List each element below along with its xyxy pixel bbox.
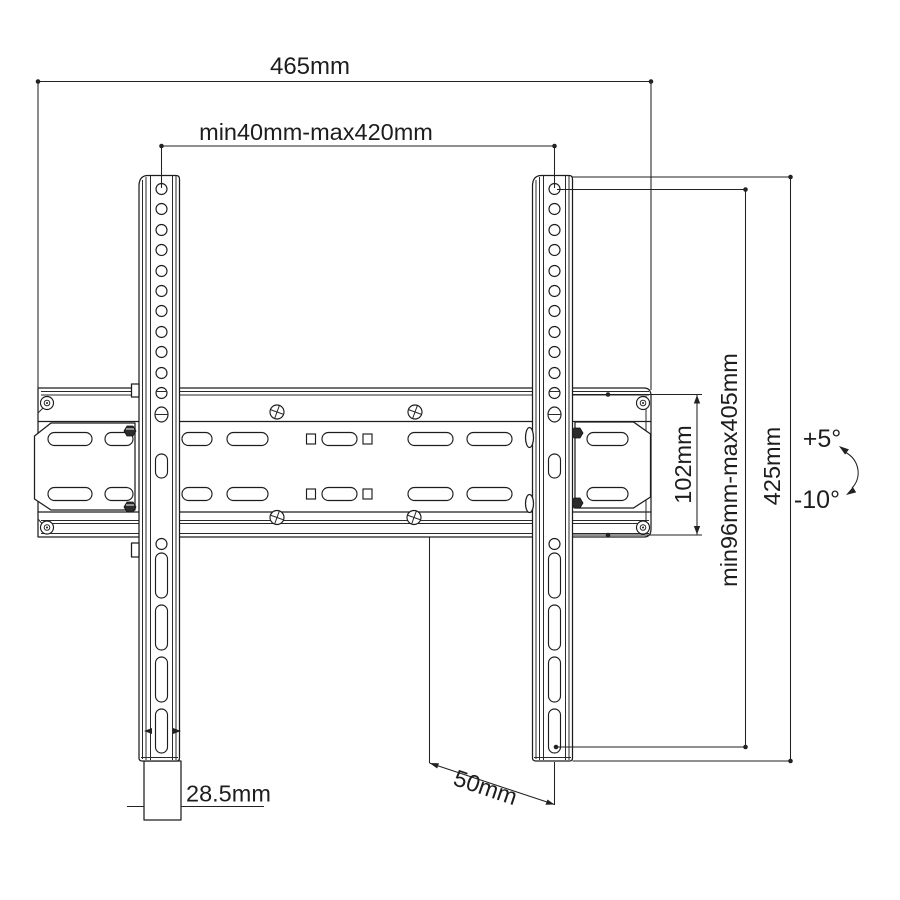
arm-tab	[132, 384, 140, 397]
dimension-horizontal-hole-range	[159, 119, 557, 188]
left-arm-holes	[155, 184, 168, 754]
left-arm	[132, 176, 182, 821]
right-adapter-plate	[571, 422, 651, 508]
screw-icon	[407, 511, 421, 525]
right-arm	[526, 176, 573, 762]
wall-distance-label: 50mm	[450, 764, 521, 811]
vertical-hole-range-label: min96mm-max405mm	[716, 353, 742, 587]
plate-height-label: 102mm	[670, 425, 696, 504]
left-adapter-plate	[35, 423, 137, 512]
arm-tab	[526, 495, 534, 513]
tilt-down-label: -10°	[793, 486, 841, 514]
horizontal-hole-range-label: min40mm-max420mm	[199, 119, 433, 145]
tilt-indicator	[794, 425, 858, 514]
screw-icon	[270, 511, 284, 525]
corner-screw-icon	[41, 521, 54, 534]
total-height-label: 425mm	[759, 426, 785, 506]
corner-screw-icon	[41, 397, 54, 410]
screw-icon	[270, 405, 284, 419]
tilt-up-label: +5°	[802, 425, 842, 453]
corner-screw-icon	[637, 521, 650, 534]
arm-tab	[526, 428, 534, 448]
bolt-icon	[124, 426, 136, 436]
left-arm-foot	[144, 761, 181, 820]
arm-width-label: 28.5mm	[186, 780, 271, 807]
right-arm-holes	[548, 184, 561, 754]
tilt-arrow-icon	[839, 446, 858, 495]
arm-tab	[132, 543, 140, 557]
corner-screw-icon	[637, 397, 650, 410]
bolt-icon	[124, 502, 136, 512]
screw-icon	[408, 405, 422, 419]
total-width-label: 465mm	[269, 53, 351, 80]
